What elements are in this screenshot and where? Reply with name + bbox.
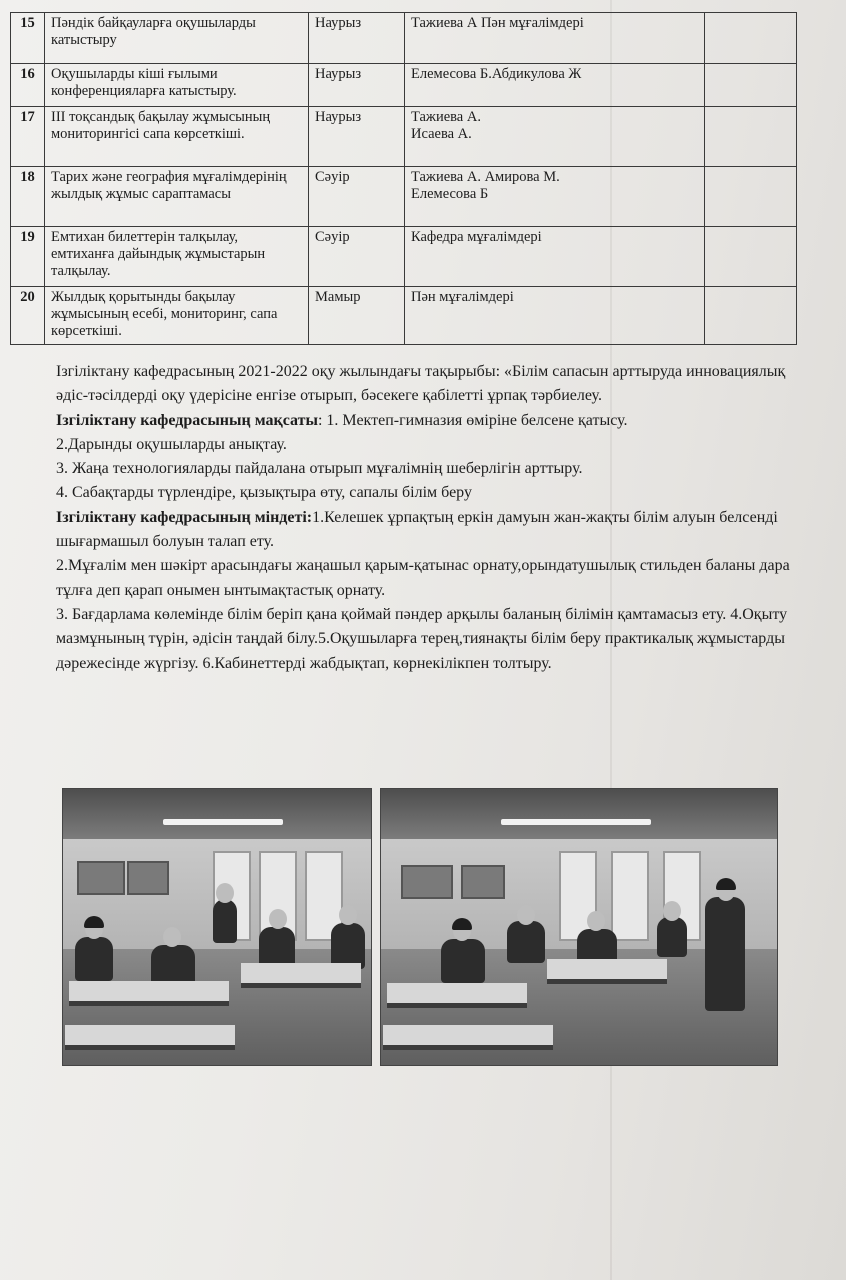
table-row bbox=[11, 227, 797, 287]
row-number: 20 bbox=[11, 287, 45, 345]
row-task: Тарих және география мұғалімдерінің жылдық жұмыс сараптамасы bbox=[45, 167, 309, 227]
row-responsible: Тажиева А Пән мұғалімдері bbox=[405, 13, 705, 64]
body-text bbox=[56, 360, 796, 676]
goal-item: 2.Дарынды оқушыларды анықтау. bbox=[56, 435, 287, 453]
goal-label: Ізгіліктану кафедрасының мақсаты bbox=[56, 411, 318, 429]
table-row bbox=[11, 13, 797, 64]
row-number: 16 bbox=[11, 64, 45, 107]
task-item: 3. Бағдарлама көлемінде білім беріп қана қоймай пәндер арқылы баланың білімін қамтамасыз ету. 4.Оқыту мазмұнының түрін, әдісін таңдай білу.5.Оқушыларға терең,тиянақты білім беру практикалық жұмыстарды дәрежесінде жүргізу. 6.Кабинеттерді жабдықтап, көрнекілікпен толтыру. bbox=[56, 605, 788, 672]
row-number: 19 bbox=[11, 227, 45, 287]
task-item: 2.Мұғалім мен шәкірт арасындағы жаңашыл қарым-қатынас орнату,орындатушылық стильден баланы дара тұлға деп қарап онымен ынтымақтастық орнату. bbox=[56, 557, 790, 599]
row-number: 18 bbox=[11, 167, 45, 227]
plan-table bbox=[10, 12, 797, 345]
table-row bbox=[11, 287, 797, 345]
row-task: Емтихан билеттерін талқылау, емтиханға дайындық жұмыстарын талқылау. bbox=[45, 227, 309, 287]
table-row bbox=[11, 167, 797, 227]
row-note bbox=[705, 107, 797, 167]
goal-item: : 1. Мектеп-гимназия өміріне белсене қатысу. bbox=[317, 411, 628, 429]
task-item: 1.Келешек ұрпақтың еркін дамуын жан-жақты білім алуын белсенді шығармашыл болуын талап ету. bbox=[56, 508, 778, 551]
row-note bbox=[705, 64, 797, 107]
row-responsible: Тажиева А. Исаева А. bbox=[405, 107, 705, 167]
row-month: Наурыз bbox=[309, 64, 405, 107]
row-responsible: Елемесова Б.Абдикулова Ж bbox=[405, 64, 705, 107]
row-task: Жылдық қорытынды бақылау жұмысының есебі, мониторинг, сапа көрсеткіші. bbox=[45, 287, 309, 345]
row-number: 15 bbox=[11, 13, 45, 64]
row-note bbox=[705, 287, 797, 345]
classroom-photo-left bbox=[62, 788, 372, 1066]
row-month: Сәуір bbox=[309, 167, 405, 227]
row-task: Пәндік байқауларға оқушыларды катыстыру bbox=[45, 13, 309, 64]
photo-strip bbox=[62, 788, 778, 1066]
row-responsible: Кафедра мұғалімдері bbox=[405, 227, 705, 287]
row-month: Мамыр bbox=[309, 287, 405, 345]
row-responsible: Пән мұғалімдері bbox=[405, 287, 705, 345]
table-row bbox=[11, 64, 797, 107]
row-month: Наурыз bbox=[309, 13, 405, 64]
goal-item: 4. Сабақтарды түрлендіре, қызықтыра өту, сапалы білім беру bbox=[56, 484, 472, 502]
row-note bbox=[705, 13, 797, 64]
row-month: Наурыз bbox=[309, 107, 405, 167]
classroom-photo-right bbox=[380, 788, 778, 1066]
table-row bbox=[11, 107, 797, 167]
row-note bbox=[705, 227, 797, 287]
row-task: ІІІ тоқсандық бақылау жұмысының мониторингісі сапа көрсеткіші. bbox=[45, 107, 309, 167]
goal-block bbox=[56, 409, 796, 433]
row-month: Сәуір bbox=[309, 227, 405, 287]
row-responsible: Тажиева А. Амирова М. Елемесова Б bbox=[405, 167, 705, 227]
task-block bbox=[56, 506, 796, 555]
row-number: 17 bbox=[11, 107, 45, 167]
goal-item: 3. Жаңа технологияларды пайдалана отырып мұғалімнің шеберлігін арттыру. bbox=[56, 460, 583, 478]
task-label: Ізгіліктану кафедрасының міндеті: bbox=[56, 508, 313, 526]
row-task: Оқушыларды кіші ғылыми конференцияларға катыстыру. bbox=[45, 64, 309, 107]
department-theme: Ізгіліктану кафедрасының 2021-2022 оқу жылындағы тақырыбы: «Білім сапасын арттыруда инновациялық әдіс-тәсілдерді оқу үдерісіне енгізе отырып, бәсекеге қабілетті ұрпақ тәрбиелеу. bbox=[56, 363, 786, 405]
row-note bbox=[705, 167, 797, 227]
